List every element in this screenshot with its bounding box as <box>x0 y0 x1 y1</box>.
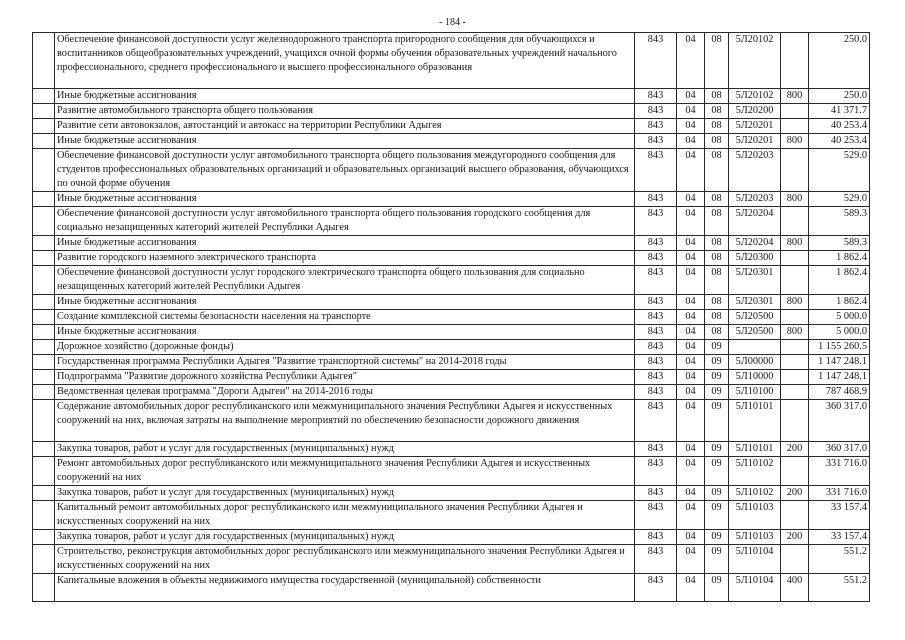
section-code-cell: 04 <box>677 134 705 149</box>
section-code-cell: 04 <box>677 236 705 251</box>
amount-cell: 331 716.0 <box>809 457 870 486</box>
expense-type-cell <box>781 545 809 574</box>
ministry-code-cell: 843 <box>635 266 677 295</box>
expense-type-cell: 800 <box>781 192 809 207</box>
blank-cell <box>33 325 55 340</box>
target-article-cell: 5Л10101 <box>729 400 781 442</box>
table-row <box>33 457 870 486</box>
ministry-code-cell: 843 <box>635 192 677 207</box>
amount-cell: 33 157.4 <box>809 501 870 530</box>
ministry-code-cell: 843 <box>635 33 677 89</box>
ministry-code-cell: 843 <box>635 119 677 134</box>
section-code-cell: 04 <box>677 340 705 355</box>
ministry-code-cell: 843 <box>635 89 677 104</box>
ministry-code-cell: 843 <box>635 400 677 442</box>
blank-cell <box>33 251 55 266</box>
amount-cell: 1 862.4 <box>809 251 870 266</box>
amount-cell: 1 862.4 <box>809 266 870 295</box>
subsection-code-cell: 08 <box>705 33 729 89</box>
blank-cell <box>33 340 55 355</box>
target-article-cell: 5Л20201 <box>729 119 781 134</box>
table-row <box>33 400 870 442</box>
amount-cell: 5 000.0 <box>809 325 870 340</box>
section-code-cell: 04 <box>677 33 705 89</box>
blank-cell <box>33 442 55 457</box>
amount-cell: 41 371.7 <box>809 104 870 119</box>
item-name-cell: Иные бюджетные ассигнования <box>55 192 635 207</box>
ministry-code-cell: 843 <box>635 486 677 501</box>
expense-type-cell: 800 <box>781 236 809 251</box>
item-name-cell: Закупка товаров, работ и услуг для государственных (муниципальных) нужд <box>55 486 635 501</box>
subsection-code-cell: 08 <box>705 207 729 236</box>
section-code-cell: 04 <box>677 295 705 310</box>
table-row <box>33 530 870 545</box>
blank-cell <box>33 370 55 385</box>
target-article-cell: 5Л20204 <box>729 207 781 236</box>
ministry-code-cell: 843 <box>635 457 677 486</box>
table-row <box>33 295 870 310</box>
blank-cell <box>33 385 55 400</box>
subsection-code-cell: 08 <box>705 134 729 149</box>
amount-cell: 529.0 <box>809 192 870 207</box>
amount-cell: 787 468.9 <box>809 385 870 400</box>
table-row <box>33 340 870 355</box>
table-row <box>33 370 870 385</box>
subsection-code-cell: 08 <box>705 236 729 251</box>
ministry-code-cell: 843 <box>635 149 677 192</box>
amount-cell: 1 147 248.1 <box>809 370 870 385</box>
amount-cell: 360 317.0 <box>809 442 870 457</box>
table-row <box>33 149 870 192</box>
item-name-cell: Содержание автомобильных дорог республиканского или межмуниципального значения Республики Адыгея и искусственных сооружений на них, включая затраты на выполнение мероприятий по обеспечению безопасности дорожного движения <box>55 400 635 442</box>
target-article-cell: 5Л20300 <box>729 251 781 266</box>
item-name-cell: Иные бюджетные ассигнования <box>55 236 635 251</box>
table-row <box>33 104 870 119</box>
subsection-code-cell: 08 <box>705 325 729 340</box>
subsection-code-cell: 08 <box>705 89 729 104</box>
item-name-cell: Капитальный ремонт автомобильных дорог республиканского или межмуниципального значения Республики Адыгея и искусственных сооружений на них <box>55 501 635 530</box>
amount-cell: 360 317.0 <box>809 400 870 442</box>
expense-type-cell <box>781 251 809 266</box>
ministry-code-cell: 843 <box>635 340 677 355</box>
blank-cell <box>33 149 55 192</box>
subsection-code-cell: 08 <box>705 310 729 325</box>
ministry-code-cell: 843 <box>635 104 677 119</box>
amount-cell: 551.2 <box>809 574 870 602</box>
target-article-cell: 5Л20102 <box>729 89 781 104</box>
blank-cell <box>33 266 55 295</box>
table-row <box>33 192 870 207</box>
subsection-code-cell: 09 <box>705 501 729 530</box>
expense-type-cell <box>781 370 809 385</box>
table-row <box>33 545 870 574</box>
item-name-cell: Закупка товаров, работ и услуг для государственных (муниципальных) нужд <box>55 530 635 545</box>
ministry-code-cell: 843 <box>635 442 677 457</box>
amount-cell: 1 155 260.5 <box>809 340 870 355</box>
ministry-code-cell: 843 <box>635 251 677 266</box>
item-name-cell: Закупка товаров, работ и услуг для государственных (муниципальных) нужд <box>55 442 635 457</box>
subsection-code-cell: 09 <box>705 370 729 385</box>
subsection-code-cell: 08 <box>705 266 729 295</box>
section-code-cell: 04 <box>677 400 705 442</box>
target-article-cell: 5Л10104 <box>729 574 781 602</box>
blank-cell <box>33 530 55 545</box>
section-code-cell: 04 <box>677 104 705 119</box>
table-row <box>33 119 870 134</box>
table-row <box>33 236 870 251</box>
amount-cell: 40 253.4 <box>809 119 870 134</box>
target-article-cell: 5Л20500 <box>729 325 781 340</box>
section-code-cell: 04 <box>677 192 705 207</box>
table-row <box>33 310 870 325</box>
ministry-code-cell: 843 <box>635 295 677 310</box>
section-code-cell: 04 <box>677 486 705 501</box>
section-code-cell: 04 <box>677 149 705 192</box>
item-name-cell: Ведомственная целевая программа "Дороги Адыгеи" на 2014-2016 годы <box>55 385 635 400</box>
subsection-code-cell: 09 <box>705 457 729 486</box>
amount-cell: 331 716.0 <box>809 486 870 501</box>
subsection-code-cell: 08 <box>705 149 729 192</box>
expense-type-cell <box>781 119 809 134</box>
subsection-code-cell: 08 <box>705 119 729 134</box>
target-article-cell: 5Л10100 <box>729 385 781 400</box>
table-row <box>33 266 870 295</box>
blank-cell <box>33 192 55 207</box>
table-row <box>33 385 870 400</box>
item-name-cell: Строительство, реконструкция автомобильных дорог республиканского или межмуниципального значения Республики Адыгея и искусственных сооружений на них <box>55 545 635 574</box>
amount-cell: 551.2 <box>809 545 870 574</box>
ministry-code-cell: 843 <box>635 134 677 149</box>
table-row <box>33 442 870 457</box>
item-name-cell: Иные бюджетные ассигнования <box>55 134 635 149</box>
section-code-cell: 04 <box>677 119 705 134</box>
item-name-cell: Развитие автомобильного транспорта общего пользования <box>55 104 635 119</box>
target-article-cell: 5Л10103 <box>729 501 781 530</box>
item-name-cell: Обеспечение финансовой доступности услуг железнодорожного транспорта пригородного сообщения для обучающихся и воспитанников общеобразовательных учреждений, учащихся очной формы обучения образовательных учреждений начального профессионального, среднего профессионального и высшего профессионального образования <box>55 33 635 89</box>
amount-cell: 589.3 <box>809 236 870 251</box>
expense-type-cell <box>781 266 809 295</box>
item-name-cell: Иные бюджетные ассигнования <box>55 89 635 104</box>
target-article-cell: 5Л20200 <box>729 104 781 119</box>
section-code-cell: 04 <box>677 310 705 325</box>
expense-type-cell: 200 <box>781 530 809 545</box>
expense-type-cell <box>781 104 809 119</box>
amount-cell: 250.0 <box>809 33 870 89</box>
target-article-cell: 5Л20204 <box>729 236 781 251</box>
section-code-cell: 04 <box>677 442 705 457</box>
subsection-code-cell: 09 <box>705 385 729 400</box>
subsection-code-cell: 09 <box>705 355 729 370</box>
item-name-cell: Подпрограмма "Развитие дорожного хозяйства Республики Адыгея" <box>55 370 635 385</box>
target-article-cell: 5Л20301 <box>729 295 781 310</box>
amount-cell: 33 157.4 <box>809 530 870 545</box>
item-name-cell: Ремонт автомобильных дорог республиканского или межмуниципального значения Республики Адыгея и искусственных сооружений на них <box>55 457 635 486</box>
section-code-cell: 04 <box>677 370 705 385</box>
item-name-cell: Развитие городского наземного электрического транспорта <box>55 251 635 266</box>
item-name-cell: Дорожное хозяйство (дорожные фонды) <box>55 340 635 355</box>
table-row <box>33 251 870 266</box>
ministry-code-cell: 843 <box>635 355 677 370</box>
table-row <box>33 355 870 370</box>
target-article-cell <box>729 340 781 355</box>
blank-cell <box>33 207 55 236</box>
section-code-cell: 04 <box>677 251 705 266</box>
subsection-code-cell: 09 <box>705 574 729 602</box>
blank-cell <box>33 486 55 501</box>
item-name-cell: Капитальные вложения в объекты недвижимого имущества государственной (муниципальной) собственности <box>55 574 635 602</box>
ministry-code-cell: 843 <box>635 207 677 236</box>
target-article-cell: 5Л10000 <box>729 370 781 385</box>
subsection-code-cell: 09 <box>705 400 729 442</box>
ministry-code-cell: 843 <box>635 236 677 251</box>
target-article-cell: 5Л10103 <box>729 530 781 545</box>
blank-cell <box>33 545 55 574</box>
item-name-cell: Создание комплексной системы безопасности населения на транспорте <box>55 310 635 325</box>
expense-type-cell <box>781 501 809 530</box>
budget-table <box>32 32 870 602</box>
section-code-cell: 04 <box>677 266 705 295</box>
ministry-code-cell: 843 <box>635 530 677 545</box>
item-name-cell: Обеспечение финансовой доступности услуг автомобильного транспорта общего пользования городского сообщения для социально незащищенных категорий жителей Республики Адыгея <box>55 207 635 236</box>
expense-type-cell: 800 <box>781 89 809 104</box>
expense-type-cell <box>781 33 809 89</box>
item-name-cell: Обеспечение финансовой доступности услуг автомобильного транспорта общего пользования междугородного сообщения для студентов профессиональных образовательных организаций и образовательных организаций высшего образования, обучающихся по очной форме обучения <box>55 149 635 192</box>
table-row <box>33 134 870 149</box>
target-article-cell: 5Л10104 <box>729 545 781 574</box>
amount-cell: 250.0 <box>809 89 870 104</box>
section-code-cell: 04 <box>677 574 705 602</box>
subsection-code-cell: 09 <box>705 486 729 501</box>
amount-cell: 1 862.4 <box>809 295 870 310</box>
expense-type-cell <box>781 149 809 192</box>
blank-cell <box>33 89 55 104</box>
blank-cell <box>33 33 55 89</box>
section-code-cell: 04 <box>677 457 705 486</box>
section-code-cell: 04 <box>677 530 705 545</box>
blank-cell <box>33 501 55 530</box>
expense-type-cell <box>781 355 809 370</box>
target-article-cell: 5Л10102 <box>729 457 781 486</box>
subsection-code-cell: 09 <box>705 530 729 545</box>
section-code-cell: 04 <box>677 325 705 340</box>
amount-cell: 40 253.4 <box>809 134 870 149</box>
expense-type-cell: 400 <box>781 574 809 602</box>
subsection-code-cell: 09 <box>705 340 729 355</box>
amount-cell: 5 000.0 <box>809 310 870 325</box>
blank-cell <box>33 104 55 119</box>
expense-type-cell: 200 <box>781 486 809 501</box>
ministry-code-cell: 843 <box>635 370 677 385</box>
target-article-cell: 5Л20102 <box>729 33 781 89</box>
amount-cell: 529.0 <box>809 149 870 192</box>
expense-type-cell: 200 <box>781 442 809 457</box>
expense-type-cell <box>781 340 809 355</box>
table-row <box>33 325 870 340</box>
subsection-code-cell: 08 <box>705 104 729 119</box>
table-row <box>33 574 870 602</box>
subsection-code-cell: 08 <box>705 295 729 310</box>
expense-type-cell <box>781 457 809 486</box>
blank-cell <box>33 457 55 486</box>
ministry-code-cell: 843 <box>635 310 677 325</box>
target-article-cell: 5Л00000 <box>729 355 781 370</box>
section-code-cell: 04 <box>677 545 705 574</box>
expense-type-cell <box>781 310 809 325</box>
item-name-cell: Обеспечение финансовой доступности услуг городского электрического транспорта общего пользования для социально незащищенных категорий жителей Республики Адыгея <box>55 266 635 295</box>
expense-type-cell <box>781 385 809 400</box>
target-article-cell: 5Л20301 <box>729 266 781 295</box>
ministry-code-cell: 843 <box>635 385 677 400</box>
item-name-cell: Иные бюджетные ассигнования <box>55 325 635 340</box>
amount-cell: 589.3 <box>809 207 870 236</box>
ministry-code-cell: 843 <box>635 545 677 574</box>
table-row <box>33 207 870 236</box>
item-name-cell: Государственная программа Республики Адыгея "Развитие транспортной системы" на 2014-2018 годы <box>55 355 635 370</box>
item-name-cell: Иные бюджетные ассигнования <box>55 295 635 310</box>
blank-cell <box>33 574 55 602</box>
section-code-cell: 04 <box>677 89 705 104</box>
expense-type-cell: 800 <box>781 325 809 340</box>
section-code-cell: 04 <box>677 385 705 400</box>
expense-type-cell: 800 <box>781 295 809 310</box>
blank-cell <box>33 295 55 310</box>
target-article-cell: 5Л20203 <box>729 192 781 207</box>
ministry-code-cell: 843 <box>635 574 677 602</box>
target-article-cell: 5Л10101 <box>729 442 781 457</box>
table-row <box>33 33 870 89</box>
target-article-cell: 5Л20203 <box>729 149 781 192</box>
blank-cell <box>33 134 55 149</box>
section-code-cell: 04 <box>677 207 705 236</box>
expense-type-cell <box>781 400 809 442</box>
expense-type-cell <box>781 207 809 236</box>
blank-cell <box>33 119 55 134</box>
table-row <box>33 501 870 530</box>
table-row <box>33 486 870 501</box>
section-code-cell: 04 <box>677 355 705 370</box>
table-body <box>33 33 870 602</box>
target-article-cell: 5Л20201 <box>729 134 781 149</box>
blank-cell <box>33 400 55 442</box>
ministry-code-cell: 843 <box>635 325 677 340</box>
table-row <box>33 89 870 104</box>
subsection-code-cell: 08 <box>705 251 729 266</box>
subsection-code-cell: 09 <box>705 545 729 574</box>
section-code-cell: 04 <box>677 501 705 530</box>
blank-cell <box>33 310 55 325</box>
item-name-cell: Развитие сети автовокзалов, автостанций и автокасс на территории Республики Адыгея <box>55 119 635 134</box>
target-article-cell: 5Л20500 <box>729 310 781 325</box>
page-number: - 184 - <box>439 17 466 28</box>
amount-cell: 1 147 248.1 <box>809 355 870 370</box>
target-article-cell: 5Л10102 <box>729 486 781 501</box>
subsection-code-cell: 09 <box>705 442 729 457</box>
ministry-code-cell: 843 <box>635 501 677 530</box>
subsection-code-cell: 08 <box>705 192 729 207</box>
expense-type-cell: 800 <box>781 134 809 149</box>
blank-cell <box>33 355 55 370</box>
blank-cell <box>33 236 55 251</box>
